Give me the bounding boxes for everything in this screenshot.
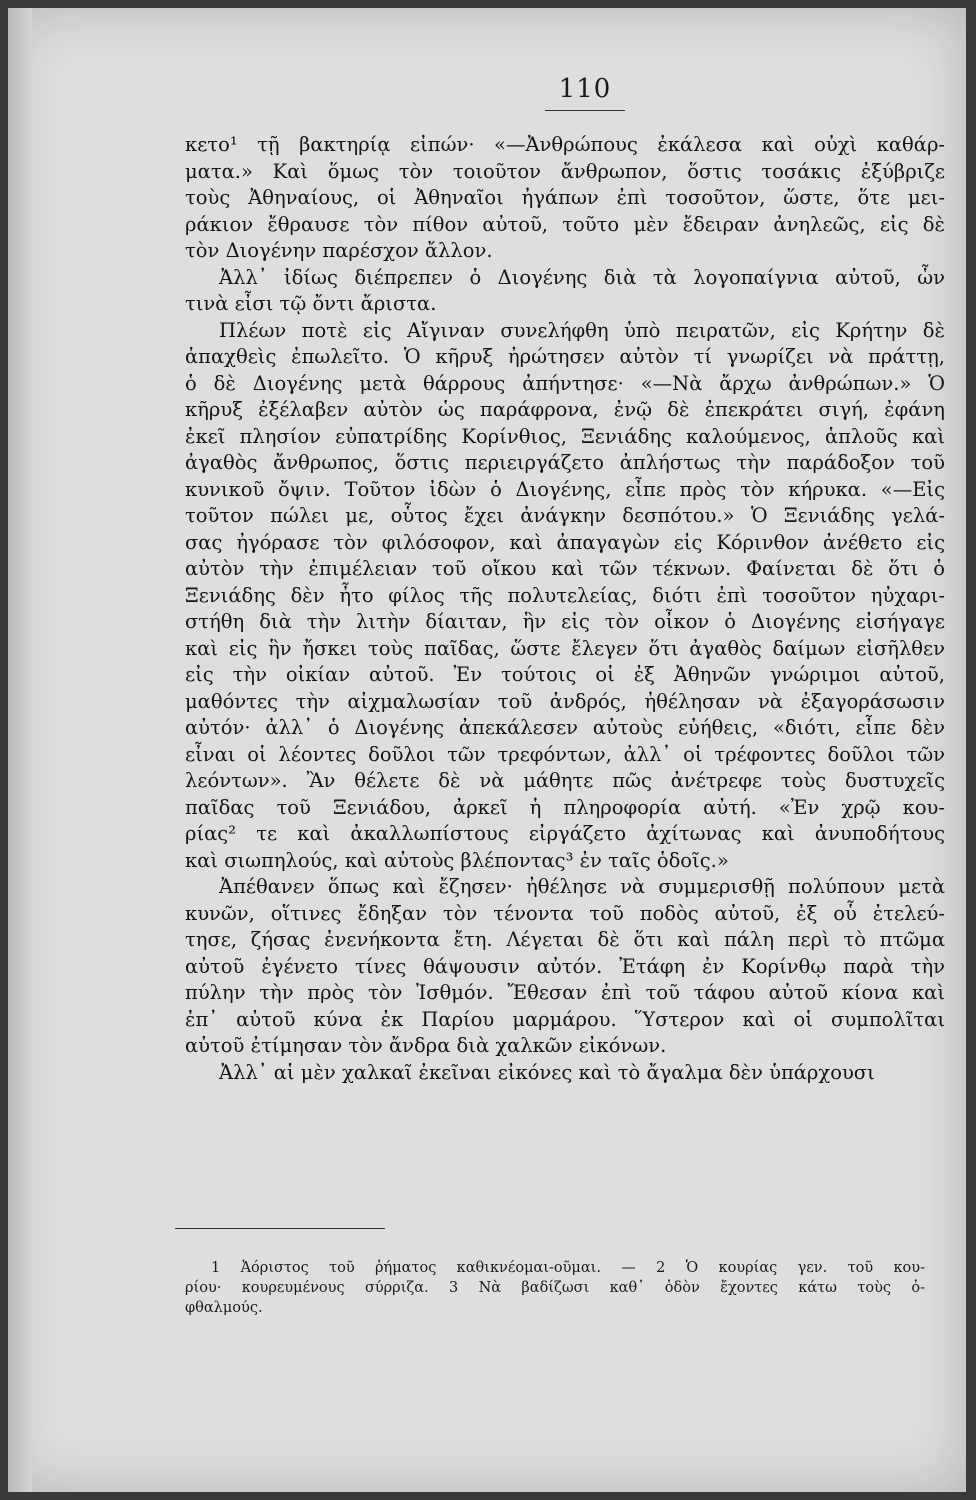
footnotes <box>185 1258 925 1318</box>
text-line: ματα.» Καὶ ὅμως τὸν τοιοῦτον ἄνθρωπον, ὅστις τοσάκις ἐξύβριζε <box>185 159 945 183</box>
text-line: κετο¹ τῇ βακτηρίᾳ εἰπών· «—Ἀνθρώπους ἐκάλεσα καὶ οὐχὶ καθάρ- <box>185 133 945 156</box>
footnote-line: ρίου· κουρευμένους σύρριζα. 3 Νὰ βαδίζωσι καθ᾽ ὁδὸν ἔχοντες κάτω τοὺς ὀ- <box>185 1280 925 1296</box>
text-line: κυνῶν, οἵτινες ἔδηξαν τὸν τένοντα τοῦ ποδὸς αὐτοῦ, ἐξ οὗ ἐτελεύ- <box>185 901 945 925</box>
text-line: ἐκεῖ πλησίον εὐπατρίδης Κορίνθιος, Ξενιάδης καλούμενος, ἁπλοῦς καὶ <box>185 424 945 448</box>
text-line: ἀπαχθεὶς ἐπωλεῖτο. Ὁ κῆρυξ ἠρώτησεν αὐτὸν τί γνωρίζει νὰ πράττῃ, <box>185 345 945 368</box>
text-line: Ξενιάδης δὲν ἦτο φίλος τῆς πολυτελείας, διότι ἐπὶ τοσοῦτον ηὐχαρι- <box>185 583 945 607</box>
text-line: εἰς τὴν οἰκίαν αὐτοῦ. Ἐν τούτοις οἱ ἐξ Ἀθηνῶν γνώριμοι αὐτοῦ, <box>185 663 945 686</box>
text-line: καὶ σιωπηλούς, καὶ αὐτοὺς βλέποντας³ ἐν ταῖς ὁδοῖς.» <box>185 848 729 872</box>
text-line: τὸν Διογένην παρέσχον ἄλλον. <box>185 239 493 262</box>
text-line: ράκιον ἔθραυσε τὸν πίθον αὐτοῦ, τοῦτο μὲν ἔδειραν ἀνηλεῶς, εἰς δὲ <box>185 212 945 236</box>
footnote-divider <box>175 1228 385 1229</box>
text-line: ἐπ᾽ αὐτοῦ κύνα ἐκ Παρίου μαρμάρου. Ὕστερον καὶ οἱ συμπολῖται <box>185 1007 945 1031</box>
text-line: κυνικοῦ ὄψιν. Τοῦτον ἰδὼν ὁ Διογένης, εἶπε πρὸς τὸν κήρυκα. «—Εἰς <box>185 477 945 501</box>
footnote-line: φθαλμούς. <box>185 1300 263 1316</box>
text-line: τοὺς Ἀθηναίους, οἱ Ἀθηναῖοι ἠγάπων ἐπὶ τοσοῦτον, ὥστε, ὅτε μει- <box>185 186 945 209</box>
text-line: Ἀλλ᾽ ἰδίως διέπρεπεν ὁ Διογένης διὰ τὰ λογοπαίγνια αὐτοῦ, ὧν <box>219 265 945 289</box>
text-line: εἶναι οἱ λέοντες δοῦλοι τῶν τρεφόντων, ἀλλ᾽ οἱ τρέφοντες δοῦλοι τῶν <box>185 742 945 766</box>
text-line: ἀγαθὸς ἄνθρωπος, ὅστις περιειργάζετο ἀπλήστως τὴν παράδοξον τοῦ <box>185 451 945 474</box>
text-line: σας ἠγόρασε τὸν φιλόσοφον, καὶ ἀπαγαγὼν εἰς Κόρινθον ἀνέθετο εἰς <box>185 530 945 554</box>
text-line: αὐτοῦ ἐγένετο τίνες θάψουσιν αὐτόν. Ἐτάφη ἐν Κορίνθῳ παρὰ τὴν <box>185 954 945 978</box>
footnote-line: 1 Ἀόριστος τοῦ ῥήματος καθικνέομαι-οῦμαι. — 2 Ὁ κουρίας γεν. τοῦ κου- <box>211 1260 925 1276</box>
text-line: Ἀπέθανεν ὅπως καὶ ἔζησεν· ἠθέλησε νὰ συμμερισθῇ πολύπουν μετὰ <box>219 875 945 898</box>
text-line: παῖδας τοῦ Ξενιάδου, ἀρκεῖ ἡ πληροφορία αὐτή. «Ἐν χρῷ κου- <box>185 795 945 819</box>
page-number-rule <box>545 110 625 111</box>
text-line: αὐτοῦ ἐτίμησαν τὸν ἄνδρα διὰ χαλκῶν εἰκόνων. <box>185 1034 667 1057</box>
text-line: τινὰ εἶσι τῷ ὄντι ἄριστα. <box>185 292 437 315</box>
text-line: μαθόντες τὴν αἰχμαλωσίαν τοῦ ἀνδρός, ἠθέλησαν νὰ ἐξαγοράσωσιν <box>185 689 945 713</box>
page-fold-shadow <box>8 8 32 1492</box>
text-line: τησε, ζήσας ἐνενήκοντα ἔτη. Λέγεται δὲ ὅτι καὶ πάλη περὶ τὸ πτῶμα <box>185 928 945 951</box>
text-line: ὁ δὲ Διογένης μετὰ θάρρους ἀπήντησε· «—Νὰ ἄρχω ἀνθρώπων.» Ὁ <box>185 371 945 395</box>
text-line: Ἀλλ᾽ αἱ μὲν χαλκαῖ ἐκεῖναι εἰκόνες καὶ τὸ ἄγαλμα δὲν ὑπάρχουσι <box>219 1060 875 1084</box>
text-line: τοῦτον πώλει με, οὗτος ἔχει ἀνάγκην δεσπότου.» Ὁ Ξενιάδης γελά- <box>185 504 945 527</box>
text-line: ρίας² τε καὶ ἀκαλλωπίστους εἰργάζετο ἀχίτωνας καὶ ἀνυποδήτους <box>185 822 945 845</box>
text-line: κῆρυξ ἐξέλαβεν αὐτὸν ὡς παράφρονα, ἐνῷ δὲ ἐπεκράτει σιγή, ἐφάνη <box>185 398 945 421</box>
text-line: στήθη διὰ τὴν λιτὴν δίαιταν, ἣν εἰς τὸν οἶκον ὁ Διογένης εἰσήγαγε <box>185 610 945 633</box>
page-number: 110 <box>558 74 612 104</box>
text-line: Πλέων ποτὲ εἰς Αἴγιναν συνελήφθη ὑπὸ πειρατῶν, εἰς Κρήτην δὲ <box>219 318 945 342</box>
text-line: αὐτὸν τὴν ἐπιμέλειαν τοῦ οἴκου καὶ τῶν τέκνων. Φαίνεται δὲ ὅτι ὁ <box>185 557 945 580</box>
text-line: λεόντων». Ἂν θέλετε δὲ νὰ μάθητε πῶς ἀνέτρεφε τοὺς δυστυχεῖς <box>185 769 945 792</box>
text-line: πύλην τὴν πρὸς τὸν Ἰσθμόν. Ἔθεσαν ἐπὶ τοῦ τάφου αὐτοῦ κίονα καὶ <box>185 981 945 1004</box>
text-line: αὐτόν· ἀλλ᾽ ὁ Διογένης ἀπεκάλεσεν αὐτοὺς εὐήθεις, «διότι, εἶπε δὲν <box>185 716 945 739</box>
body-text <box>185 132 945 1086</box>
text-line: καὶ εἰς ἣν ἤσκει τοὺς παῖδας, ὥστε ἔλεγεν ὅτι ἀγαθὸς δαίμων εἰσῆλθεν <box>185 636 945 660</box>
